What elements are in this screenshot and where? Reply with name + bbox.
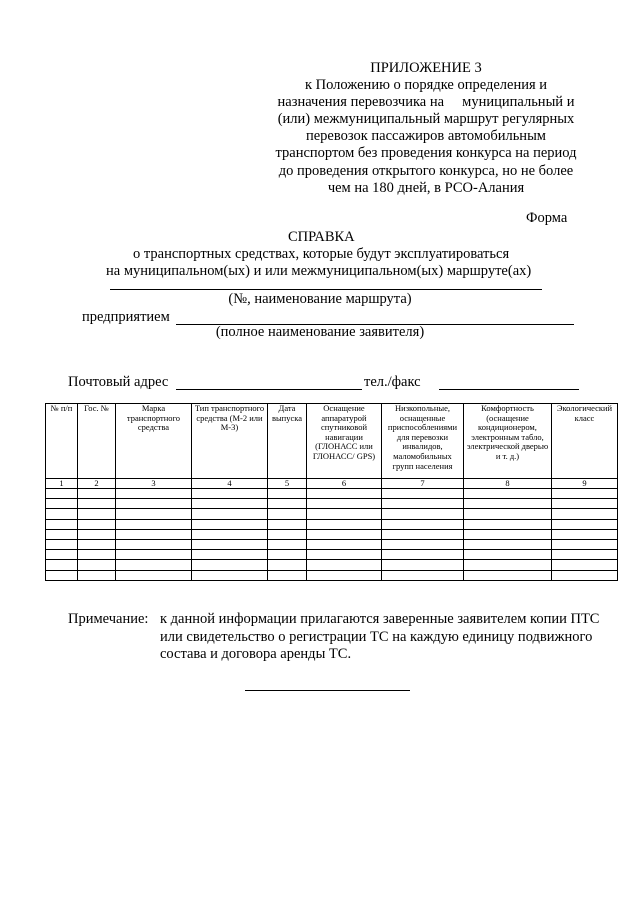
postal-address-label: Почтовый адрес	[68, 374, 169, 390]
table-row[interactable]	[46, 489, 618, 499]
table-column-numbers-row	[46, 479, 618, 489]
table-row[interactable]	[46, 509, 618, 519]
table-header-cell: Комфортность (оснащение кондиционером, электронным табло, электрической дверью и т. д.)	[464, 404, 552, 479]
table-header-cell: № п/п	[46, 404, 78, 479]
table-row[interactable]	[46, 550, 618, 560]
note-line: состава и договора аренды ТС.	[160, 646, 352, 663]
note-text	[160, 611, 620, 664]
appendix-line: до проведения открытого конкурса, но не более	[278, 162, 574, 179]
note-label: Примечание:	[68, 611, 149, 627]
note-line: к данной информации прилагаются заверенные заявителем копии ПТС	[160, 611, 600, 627]
column-number: 1	[46, 479, 78, 489]
table-row[interactable]	[46, 529, 618, 539]
column-number: 2	[78, 479, 116, 489]
column-number: 5	[268, 479, 307, 489]
appendix-line: к Положению о порядке определения и	[304, 77, 548, 94]
tel-fax-fill-line[interactable]	[439, 389, 579, 390]
column-number: 4	[192, 479, 268, 489]
signature-line[interactable]	[245, 690, 410, 691]
route-fill-line[interactable]	[110, 289, 542, 290]
table-row[interactable]	[46, 499, 618, 509]
column-number: 3	[116, 479, 192, 489]
appendix-line: ПРИЛОЖЕНИЕ 3	[370, 60, 482, 76]
title-main: СПРАВКА	[288, 229, 355, 245]
form-label: Форма	[526, 210, 568, 226]
appendix-line: перевозок пассажиров автомобильным	[305, 128, 546, 145]
table-header-row	[46, 404, 618, 479]
table-header-cell: Марка транспортного средства	[116, 404, 192, 479]
enterprise-label: предприятием	[82, 309, 170, 325]
enterprise-caption: (полное наименование заявителя)	[215, 324, 425, 340]
appendix-line: чем на 180 дней, в РСО-Алания	[327, 179, 525, 196]
table-header-cell: Гос. №	[78, 404, 116, 479]
table-header-cell: Дата выпуска	[268, 404, 307, 479]
table-row[interactable]	[46, 539, 618, 549]
table-header-cell: Оснащение аппаратурой спутниковой навигации (ГЛОНАСС или ГЛОНАСС/ GPS)	[307, 404, 382, 479]
tel-fax-label: тел./факс	[364, 374, 421, 390]
table-row[interactable]	[46, 560, 618, 570]
table-row[interactable]	[46, 570, 618, 580]
table-header-cell: Экологический класс	[552, 404, 618, 479]
route-caption: (№, наименование маршрута)	[228, 291, 412, 307]
appendix-block	[256, 60, 596, 197]
appendix-line: транспортом без проведения конкурса на период	[275, 145, 577, 162]
appendix-line: (или) межмуниципальный маршрут регулярных	[277, 111, 575, 128]
table-row[interactable]	[46, 519, 618, 529]
appendix-line: назначения перевозчика на муниципальный и	[277, 94, 575, 111]
vehicles-table	[45, 403, 618, 581]
postal-address-fill-line[interactable]	[176, 389, 362, 390]
title-line2: на муниципальном(ых) и или межмуниципальном(ых) маршруте(ах)	[106, 263, 532, 279]
column-number: 8	[464, 479, 552, 489]
column-number: 9	[552, 479, 618, 489]
column-number: 6	[307, 479, 382, 489]
title-line1: о транспортных средствах, которые будут эксплуатироваться	[133, 246, 510, 262]
table-header-cell: Низкопольные, оснащенные приспособлениями для перевозки инвалидов, маломобильных групп населения	[382, 404, 464, 479]
column-number: 7	[382, 479, 464, 489]
note-line: или свидетельство о регистрации ТС на каждую единицу подвижного	[160, 628, 593, 645]
table-header-cell: Тип транспортного средства (М-2 или М-3)	[192, 404, 268, 479]
